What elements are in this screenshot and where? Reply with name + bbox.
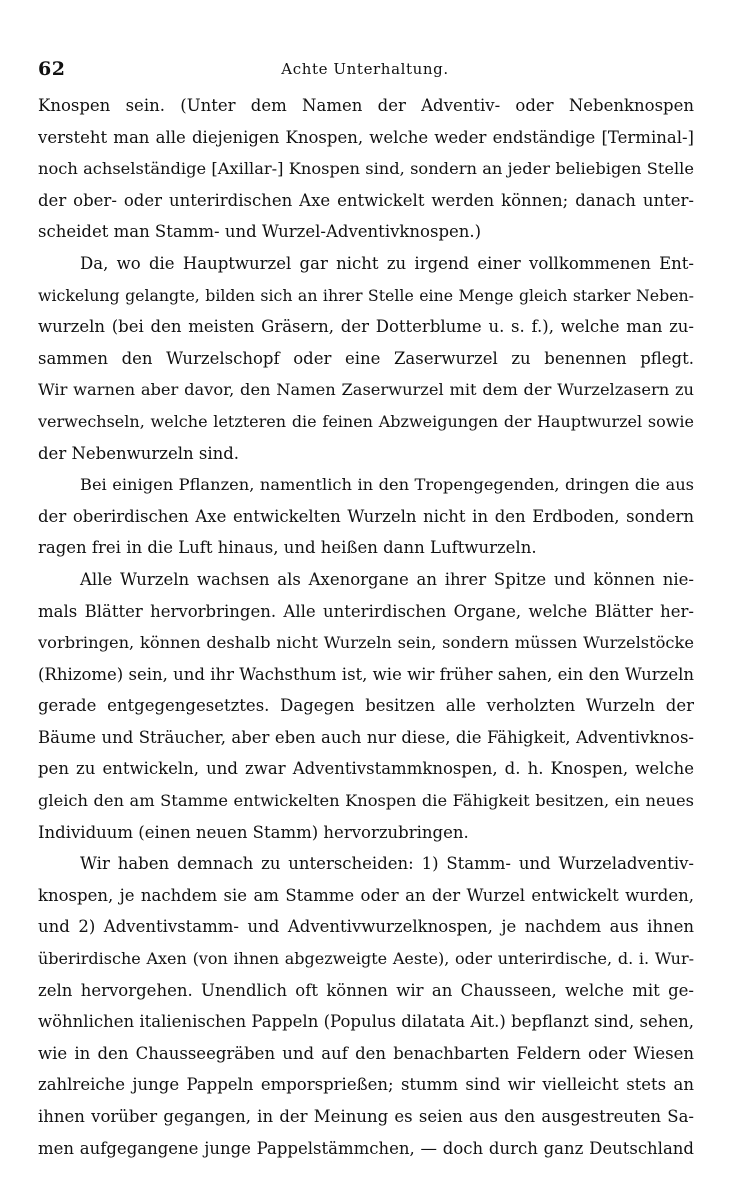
- body-text: [38, 90, 694, 1164]
- text-line: gleich den am Stamme entwickelten Knospen die Fähigkeit besitzen, ein neues: [38, 791, 694, 811]
- running-head: Achte Unterhaltung.: [281, 60, 449, 78]
- text-line: überirdische Axen (von ihnen abgezweigte Aeste), oder unterirdische, d. i. Wur-: [38, 949, 694, 969]
- text-line: Alle Wurzeln wachsen als Axenorgane an ihrer Spitze und können nie-: [80, 569, 694, 589]
- text-line: (Rhizome) sein, und ihr Wachsthum ist, wie wir früher sahen, ein den Wurzeln: [38, 664, 694, 684]
- text-line: Da, wo die Hauptwurzel gar nicht zu irgend einer vollkommenen Ent-: [80, 253, 694, 273]
- text-line: Wir warnen aber davor, den Namen Zaserwurzel mit dem der Wurzelzasern zu: [38, 380, 694, 400]
- text-line: gerade entgegengesetztes. Dagegen besitzen alle verholzten Wurzeln der: [38, 696, 694, 716]
- text-line: Knospen sein. (Unter dem Namen der Adventiv- oder Nebenknospen: [38, 96, 694, 115]
- text-line: zeln hervorgehen. Unendlich oft können wir an Chausseen, welche mit ge-: [38, 980, 694, 1000]
- page-header: [38, 58, 692, 84]
- text-line: ragen frei in die Luft hinaus, und heißen dann Luftwurzeln.: [38, 538, 537, 558]
- text-line: pen zu entwickeln, und zwar Adventivstammknospen, d. h. Knospen, welche: [38, 759, 694, 779]
- text-line: wie in den Chausseegräben und auf den benachbarten Feldern oder Wiesen: [38, 1043, 694, 1063]
- text-line: ihnen vorüber gegangen, in der Meinung es seien aus den ausgestreuten Sa-: [38, 1107, 694, 1126]
- text-line: zahlreiche junge Pappeln emporsprießen; stumm sind wir vielleicht stets an: [38, 1075, 694, 1095]
- text-line: scheidet man Stamm- und Wurzel-Adventivknospen.): [38, 222, 482, 242]
- text-line: verwechseln, welche letzteren die feinen Abzweigungen der Hauptwurzel sowie: [38, 411, 694, 431]
- text-line: sammen den Wurzelschopf oder eine Zaserwurzel zu benennen pflegt.: [38, 348, 694, 368]
- text-line: wöhnlichen italienischen Pappeln (Populus dilatata Ait.) bepflanzt sind, sehen,: [38, 1012, 694, 1032]
- text-line: der oberirdischen Axe entwickelten Wurzeln nicht in den Erdboden, sondern: [38, 506, 694, 526]
- text-line: Bei einigen Pflanzen, namentlich in den Tropengegenden, dringen die aus: [80, 475, 694, 495]
- text-line: versteht man alle diejenigen Knospen, welche weder endständige [Terminal-]: [38, 127, 694, 147]
- text-line: vorbringen, können deshalb nicht Wurzeln sein, sondern müssen Wurzelstöcke: [38, 633, 694, 653]
- text-line: wurzeln (bei den meisten Gräsern, der Dotterblume u. s. f.), welche man zu-: [38, 317, 694, 337]
- text-line: knospen, je nachdem sie am Stamme oder an der Wurzel entwickelt wurden,: [38, 885, 694, 905]
- text-line: der ober- oder unterirdischen Axe entwickelt werden können; danach unter-: [38, 190, 694, 210]
- page-number: 62: [38, 58, 66, 80]
- text-line: und 2) Adventivstamm- und Adventivwurzelknospen, je nachdem aus ihnen: [38, 917, 694, 937]
- text-line: Wir haben demnach zu unterscheiden: 1) Stamm- und Wurzeladventiv-: [80, 854, 694, 874]
- text-line: wickelung gelangte, bilden sich an ihrer Stelle eine Menge gleich starker Neben-: [38, 285, 694, 305]
- text-line: noch achselständige [Axillar-] Knospen sind, sondern an jeder beliebigen Stelle: [38, 159, 694, 179]
- text-line: Bäume und Sträucher, aber eben auch nur diese, die Fähigkeit, Adventivknos-: [38, 727, 694, 747]
- text-line: mals Blätter hervorbringen. Alle unterirdischen Organe, welche Blätter her-: [38, 601, 694, 621]
- text-line: men aufgegangene junge Pappelstämmchen, — doch durch ganz Deutschland: [38, 1138, 694, 1158]
- text-line: Individuum (einen neuen Stamm) hervorzubringen.: [38, 822, 469, 842]
- text-line: der Nebenwurzeln sind.: [38, 443, 240, 463]
